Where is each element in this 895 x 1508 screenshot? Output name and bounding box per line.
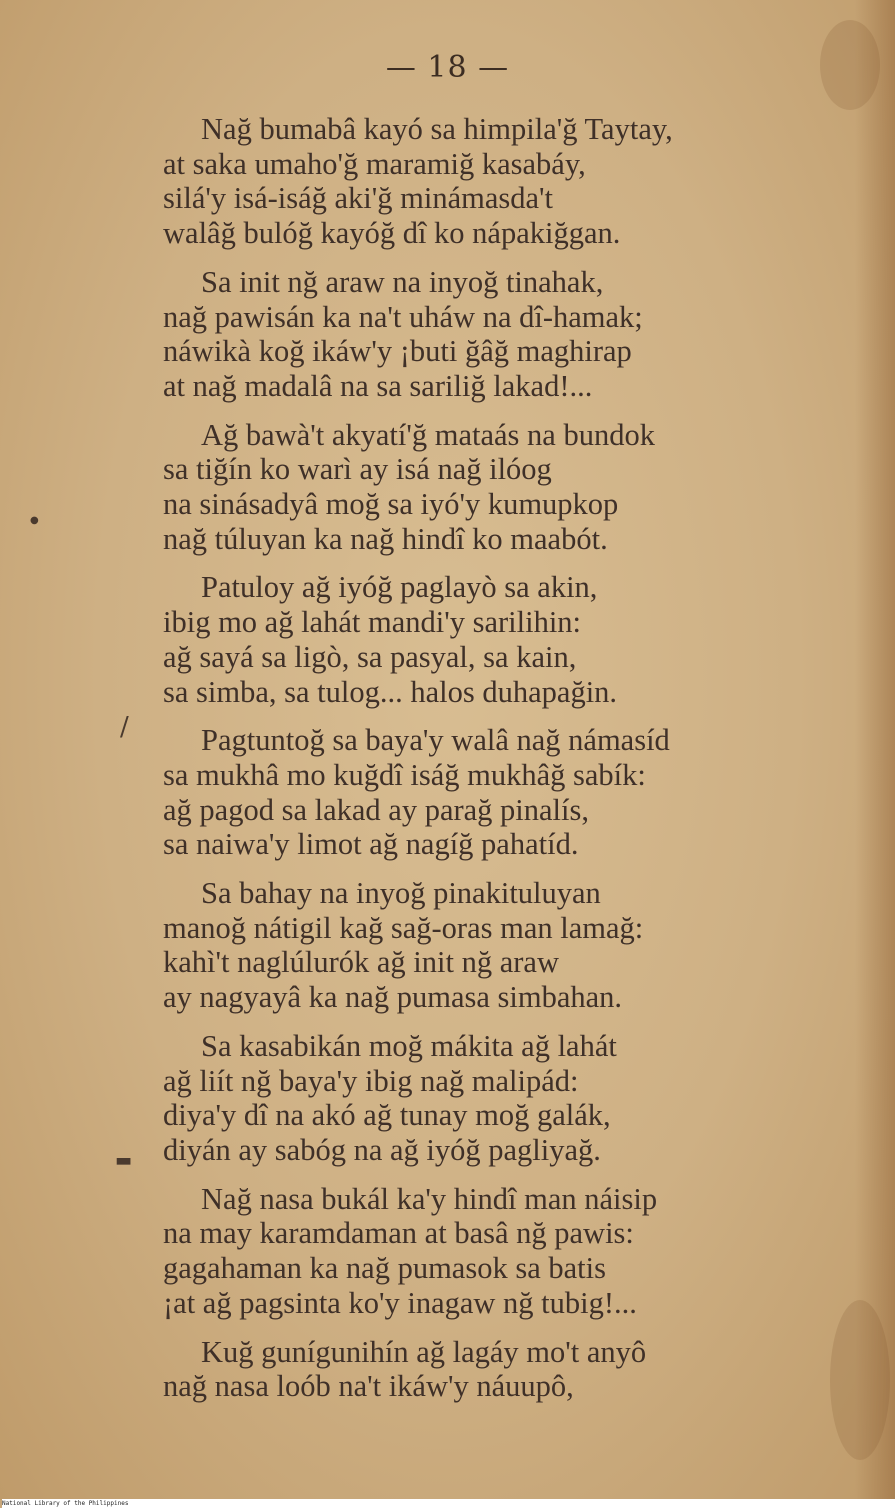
poem-line: Patuloy ağ iyóğ paglayò sa akin,	[201, 570, 598, 605]
poem-line: ağ pagod sa lakad ay parağ pinalís,	[163, 792, 590, 827]
poem-line: na may karamdaman at basâ nğ pawis:	[163, 1216, 634, 1251]
stanza	[163, 1335, 803, 1404]
page-edge-shadow	[855, 0, 895, 1500]
poem-line: diyán ay sabóg na ağ iyóğ pagliyağ.	[163, 1132, 601, 1167]
ink-mark: ▬	[115, 1150, 133, 1171]
poem-line: ağ liít nğ baya'y ibig nağ malipád:	[163, 1063, 579, 1098]
stanza	[163, 1182, 803, 1321]
poem-line: gagahaman ka nağ pumasok sa batis	[163, 1251, 606, 1286]
poem-line: at nağ madalâ na sa sariliğ lakad!...	[163, 368, 593, 403]
poem-line: nağ nasa loób na't ikáw'y náuupô,	[163, 1369, 574, 1404]
stanza	[163, 723, 803, 862]
stanza	[163, 570, 803, 709]
ink-dot: ●	[30, 515, 39, 526]
poem-line: sa tiğín ko warì ay isá nağ ilóog	[163, 452, 552, 487]
poem-line: Sa kasabikán moğ mákita ağ lahát	[201, 1028, 617, 1063]
poem-line: kahì't naglúlurók ağ init nğ araw	[163, 945, 559, 980]
poem-line: Nağ bumabâ kayó sa himpila'ğ Taytay,	[201, 112, 673, 146]
poem-line: Pagtuntoğ sa baya'y walâ nağ námasíd	[201, 723, 670, 758]
pencil-mark: /	[120, 712, 129, 742]
poem-line: na sinásadyâ moğ sa iyó'y kumupkop	[163, 487, 619, 522]
poem-line: Nağ nasa bukál ka'y hindî man náisip	[201, 1181, 658, 1216]
page-number: — 18 —	[385, 50, 510, 85]
poem-line: náwikà koğ ikáw'y ¡buti ğâğ maghirap	[163, 334, 632, 369]
stanza	[163, 265, 803, 404]
poem-line: Kuğ gunígunihín ağ lagáy mo't anyô	[201, 1334, 647, 1369]
poem-line: Sa init nğ araw na inyoğ tinahak,	[201, 264, 604, 299]
poem-line: at saka umaho'ğ maramiğ kasabáy,	[163, 146, 586, 181]
paper-stain	[830, 1300, 890, 1460]
stanza	[163, 112, 803, 251]
stanza	[163, 876, 803, 1015]
poem-line: nağ túluyan ka nağ hindî ko maabót.	[163, 521, 608, 556]
poem-body	[163, 112, 803, 1418]
poem-line: ağ sayá sa ligò, sa pasyal, sa kain,	[163, 639, 577, 674]
poem-line: sa simba, sa tulog... halos duhapağin.	[163, 674, 618, 709]
poem-line: silá'y isá-isáğ aki'ğ minámasda't	[163, 181, 554, 216]
poem-line: ¡at ağ pagsinta ko'y inagaw nğ tubig!...	[163, 1285, 637, 1320]
poem-line: nağ pawisán ka na't uháw na dî-hamak;	[163, 299, 643, 334]
poem-line: ibig mo ağ lahát mandi'y sarilihin:	[163, 605, 582, 640]
poem-line: manoğ nátigil kağ sağ-oras man lamağ:	[163, 910, 644, 945]
stanza	[163, 1029, 803, 1168]
stanza	[163, 418, 803, 557]
poem-line: sa mukhâ mo kuğdî isáğ mukhâğ sabík:	[163, 757, 646, 792]
poem-line: walâğ bulóğ kayóğ dî ko nápakiğgan.	[163, 216, 621, 251]
poem-line: ay nagyayâ ka nağ pumasa simbahan.	[163, 980, 623, 1015]
poem-line: Sa bahay na inyoğ pinakituluyan	[201, 876, 601, 911]
poem-line: Ağ bawà't akyatí'ğ mataás na bundok	[201, 417, 655, 452]
poem-line: diya'y dî na akó ağ tunay moğ galák,	[163, 1098, 611, 1133]
poem-line: sa naiwa'y limot ağ nagíğ pahatíd.	[163, 827, 579, 862]
footer-credit: National Library of the Philippines	[2, 1499, 895, 1508]
